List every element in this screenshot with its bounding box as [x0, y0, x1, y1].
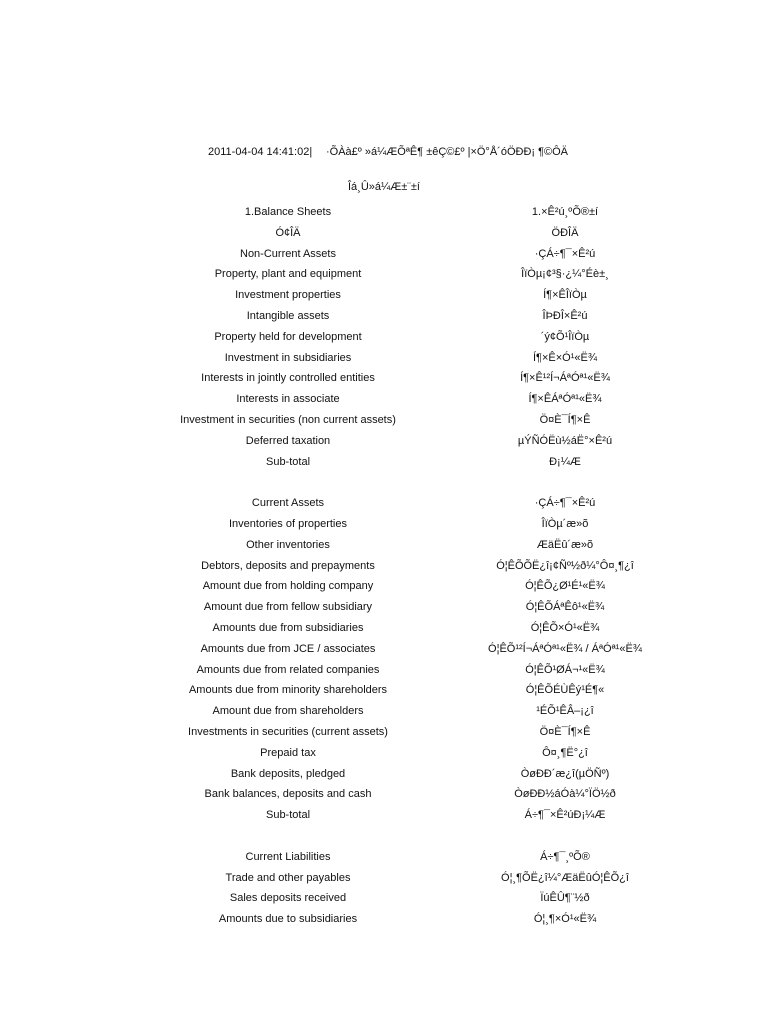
chinese-term: Ó¦ÊÕÁªÊô¹«Ë¾ [525, 601, 605, 614]
section-spacer [0, 472, 768, 493]
table-row [0, 389, 768, 410]
english-term: Bank balances, deposits and cash [204, 788, 372, 801]
table-row [0, 244, 768, 265]
english-term: Property held for development [214, 330, 362, 343]
table-row [0, 680, 768, 701]
chinese-term: ÒøÐÐ´æ¿î(µÖÑº) [520, 767, 610, 780]
english-term: Sub-total [265, 455, 311, 468]
chinese-term: Ó¦ÊÕ¿Ø¹É¹«Ë¾ [525, 580, 605, 593]
table-row [0, 556, 768, 577]
chinese-term: Ó¦ÊÕ¹ØÁ¬¹«Ë¾ [525, 663, 605, 676]
english-term: Other inventories [246, 538, 330, 551]
table-row [0, 306, 768, 327]
table-row [0, 327, 768, 348]
english-term: Amounts due from subsidiaries [212, 621, 364, 634]
table-row [0, 368, 768, 389]
english-term: Amounts due from minority shareholders [188, 684, 388, 697]
table-row [0, 764, 768, 785]
english-term: Investments in securities (current assets) [188, 725, 388, 738]
table-row [0, 597, 768, 618]
document-subtitle: Îá¸Û»á¼Æ±¨±í [348, 181, 420, 193]
chinese-term: Ö¤È¯Í¶×Ê [539, 725, 591, 738]
section-spacer [0, 826, 768, 847]
table-row [0, 535, 768, 556]
english-term: Investment in securities (non current assets) [180, 413, 396, 426]
chinese-term: Ó¦ÊÕ¹²Í¬ÁªÓª¹«Ë¾ / ÁªÓª¹«Ë¾ [488, 642, 642, 655]
chinese-term: ÖÐÎÄ [551, 226, 579, 239]
chinese-term: Í¶×ÊÎïÒµ [543, 289, 587, 302]
chinese-term: Í¶×ÊÁªÓª¹«Ë¾ [528, 393, 602, 406]
chinese-term: Ö¤È¯Í¶×Ê [539, 413, 591, 426]
chinese-term: ÎÞÐÎ×Ê²ú [542, 309, 588, 322]
english-term: Investment properties [235, 289, 341, 302]
english-term: Bank deposits, pledged [230, 767, 346, 780]
chinese-term: Í¶×Ê×Ó¹«Ë¾ [533, 351, 597, 364]
english-term: Sub-total [265, 809, 311, 822]
chinese-term: Ð¡¼Æ [549, 455, 581, 468]
table-row [0, 722, 768, 743]
table-row [0, 701, 768, 722]
english-term: Interests in associate [236, 393, 340, 406]
english-term: 1.Balance Sheets [244, 206, 332, 218]
chinese-term: ÆäËû´æ»õ [536, 538, 594, 551]
english-term: Property, plant and equipment [214, 268, 362, 281]
chinese-term: Í¶×Ê¹²Í¬ÁªÓª¹«Ë¾ [520, 372, 610, 385]
table-row [0, 493, 768, 514]
chinese-term: Ó¦ÊÕÉÙÊý¹É¶« [525, 684, 605, 697]
chinese-term: Á÷¶¯×Ê²úÐ¡¼Æ [524, 809, 606, 822]
chinese-term: ÒøÐÐ½áÓà¼°ÏÖ½ð [514, 788, 616, 801]
table-row [0, 805, 768, 826]
chinese-term: ÎïÒµ¡¢³§·¿¼°Éè±¸ [521, 268, 609, 281]
english-term: Interests in jointly controlled entities [201, 372, 375, 385]
table-row [0, 847, 768, 868]
table-row [0, 576, 768, 597]
english-term: Amount due from fellow subsidiary [203, 601, 373, 614]
english-term: Sales deposits received [229, 892, 347, 905]
english-term: Intangible assets [246, 309, 330, 322]
table-row [0, 202, 768, 223]
table-row [0, 888, 768, 909]
english-term: Amounts due to subsidiaries [218, 913, 358, 926]
chinese-term: Ó¦¸¶×Ó¹«Ë¾ [533, 913, 597, 926]
chinese-term: ·ÇÁ÷¶¯×Ê²ú [534, 247, 596, 260]
english-term: Inventories of properties [228, 517, 347, 530]
table-row [0, 868, 768, 889]
table-row [0, 743, 768, 764]
table-row [0, 264, 768, 285]
chinese-term: ÎïÒµ´æ»õ [541, 517, 589, 530]
english-term: Ó¢ÎÄ [275, 226, 301, 239]
chinese-term: Ô¤¸¶Ë°¿î [542, 746, 588, 759]
english-term: Current Assets [251, 497, 325, 510]
table-row [0, 639, 768, 660]
chinese-term: ·ÇÁ÷¶¯×Ê²ú [534, 497, 596, 510]
chinese-term: Ó¦ÊÕ×Ó¹«Ë¾ [530, 621, 600, 634]
english-term: Amount due from holding company [202, 580, 374, 593]
chinese-term: 1.×Ê²ú¸ºÕ®±í [531, 206, 599, 218]
table-row [0, 431, 768, 452]
table-row [0, 660, 768, 681]
table-row [0, 514, 768, 535]
chinese-term: ÏúÊÛ¶¨½ð [540, 892, 590, 905]
english-term: Investment in subsidiaries [224, 351, 352, 364]
table-row [0, 410, 768, 431]
chinese-term: ´ý¢Õ¹ÎïÒµ [540, 330, 590, 343]
header-meta-text: ·ÕÀà£º »á¼ÆÕªÊ¶ ±êÇ©£º |×Ö°Å´óÖÐÐ¡ ¶©ÔÄ [326, 146, 569, 158]
english-term: Deferred taxation [245, 434, 331, 447]
chinese-term: ¹ÉÕ¹ÊÂ–¡¿î [536, 705, 594, 718]
english-term: Amount due from shareholders [212, 705, 364, 718]
table-row [0, 909, 768, 930]
chinese-term: µÝÑÓËù½áË°×Ê²ú [517, 434, 613, 447]
chinese-term: Ó¦¸¶ÕË¿î¼°ÆäËûÓ¦ÊÕ¿î [501, 871, 629, 884]
english-term: Debtors, deposits and prepayments [201, 559, 375, 572]
english-term: Amounts due from JCE / associates [200, 642, 376, 655]
english-term: Current Liabilities [245, 850, 331, 863]
english-term: Amounts due from related companies [196, 663, 380, 676]
table-row [0, 452, 768, 473]
table-row [0, 618, 768, 639]
table-row [0, 223, 768, 244]
table-row [0, 285, 768, 306]
table-row [0, 784, 768, 805]
chinese-term: Á÷¶¯¸ºÕ® [540, 850, 590, 863]
english-term: Trade and other payables [225, 871, 351, 884]
table-row [0, 348, 768, 369]
timestamp: 2011-04-04 14:41:02| [208, 146, 313, 158]
english-term: Non-Current Assets [240, 247, 336, 260]
english-term: Prepaid tax [260, 746, 316, 759]
balance-sheet-table [0, 202, 768, 930]
chinese-term: Ó¦ÊÕÕË¿î¡¢Ñº½ð¼°Ô¤¸¶¿î [496, 559, 634, 572]
